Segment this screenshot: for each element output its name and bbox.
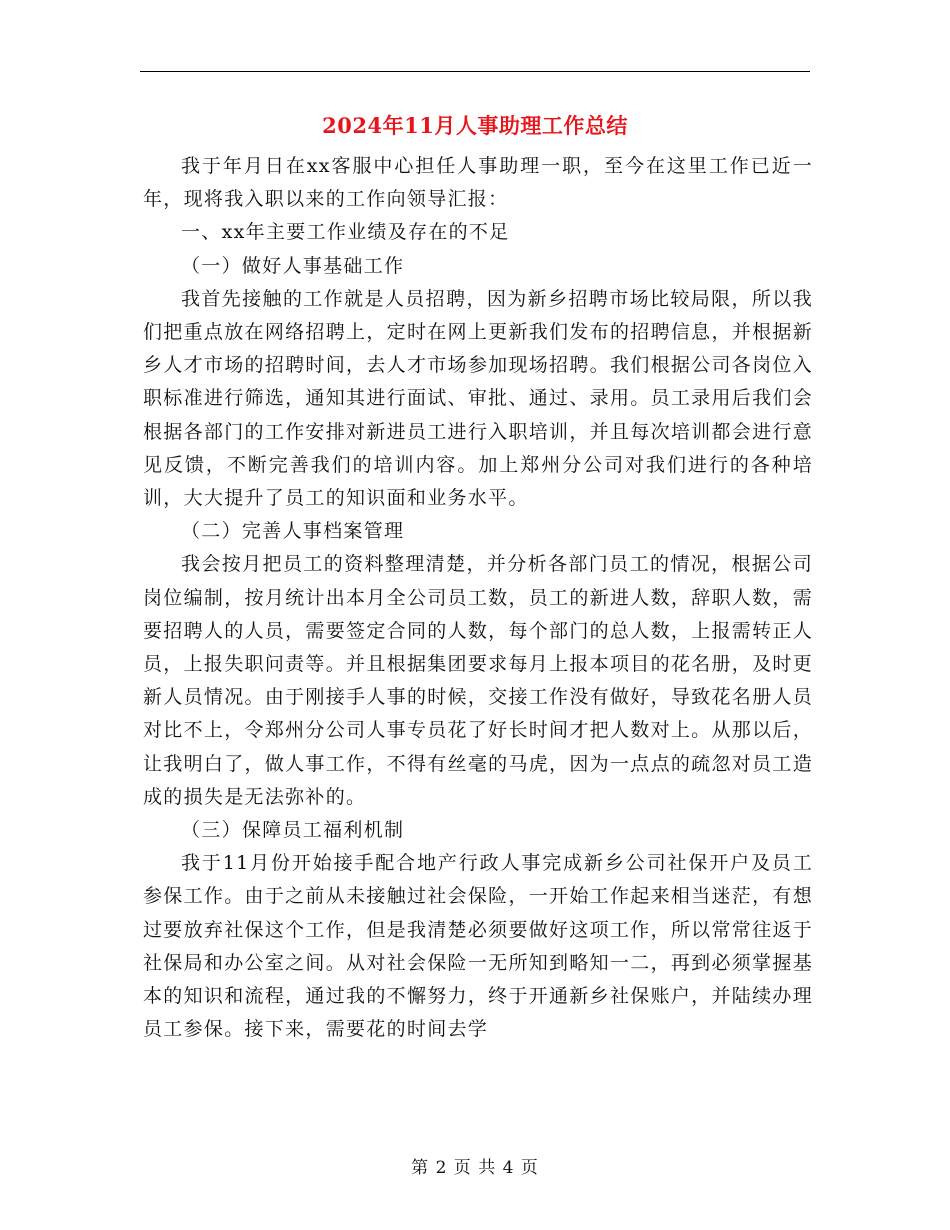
section-heading-1: 一、xx年主要工作业绩及存在的不足 bbox=[181, 221, 510, 244]
subsection-heading-2: （二）完善人事档案管理 bbox=[181, 520, 405, 543]
paragraph-intro: 我于年月日在xx客服中心担任人事助理一职，至今在这里工作已近一年，现将我入职以来的工作向领导汇报： bbox=[143, 155, 813, 211]
page-footer: 第 2 页 共 4 页 bbox=[411, 1158, 539, 1178]
paragraph-recruitment: 我首先接触的工作就是人员招聘，因为新乡招聘市场比较局限，所以我们把重点放在网络招聘上，定时在网上更新我们发布的招聘信息，并根据新乡人才市场的招聘时间，去人才市场参加现场招聘。我们根据公司各岗位入职标准进行筛选，通知其进行面试、审批、通过、录用。员工录用后我们会根据各部门的工作安排对新进员工进行入职培训，并且每次培训都会进行意见反馈，不断完善我们的培训内容。加上郑州分公司对我们进行的各种培训，大大提升了员工的知识面和业务水平。 bbox=[143, 287, 813, 510]
paragraph-welfare: 我于11月份开始接手配合地产行政人事完成新乡公司社保开户及员工参保工作。由于之前从未接触过社会保险，一开始工作起来相当迷茫，有想过要放弃社保这个工作，但是我清楚必须要做好这项工作，所以常常往返于社保局和办公室之间。从对社会保险一无所知到略知一二，再到必须掌握基本的知识和流程，通过我的不懈努力，终于开通新乡社保账户，并陆续办理员工参保。接下来，需要花的时间去学 bbox=[143, 852, 813, 1041]
subsection-heading-3: （三）保障员工福利机制 bbox=[181, 819, 405, 842]
header-rule bbox=[140, 71, 810, 72]
subsection-heading-1: （一）做好人事基础工作 bbox=[181, 254, 405, 277]
document-body bbox=[143, 150, 813, 1046]
document-title: 2024年11月人事助理工作总结 bbox=[322, 113, 628, 138]
paragraph-archives: 我会按月把员工的资料整理清楚，并分析各部门员工的情况，根据公司岗位编制，按月统计出本月全公司员工数，员工的新进人数，辞职人数，需要招聘人的人员，需要签定合同的人数，每个部门的总人数，上报需转正人员，上报失职问责等。并且根据集团要求每月上报本项目的花名册，及时更新人员情况。由于刚接手人事的时候，交接工作没有做好，导致花名册人员对比不上，令郑州分公司人事专员花了好长时间才把人数对上。从那以后，让我明白了，做人事工作，不得有丝毫的马虎，因为一点点的疏忽对员工造成的损失是无法弥补的。 bbox=[143, 553, 813, 808]
